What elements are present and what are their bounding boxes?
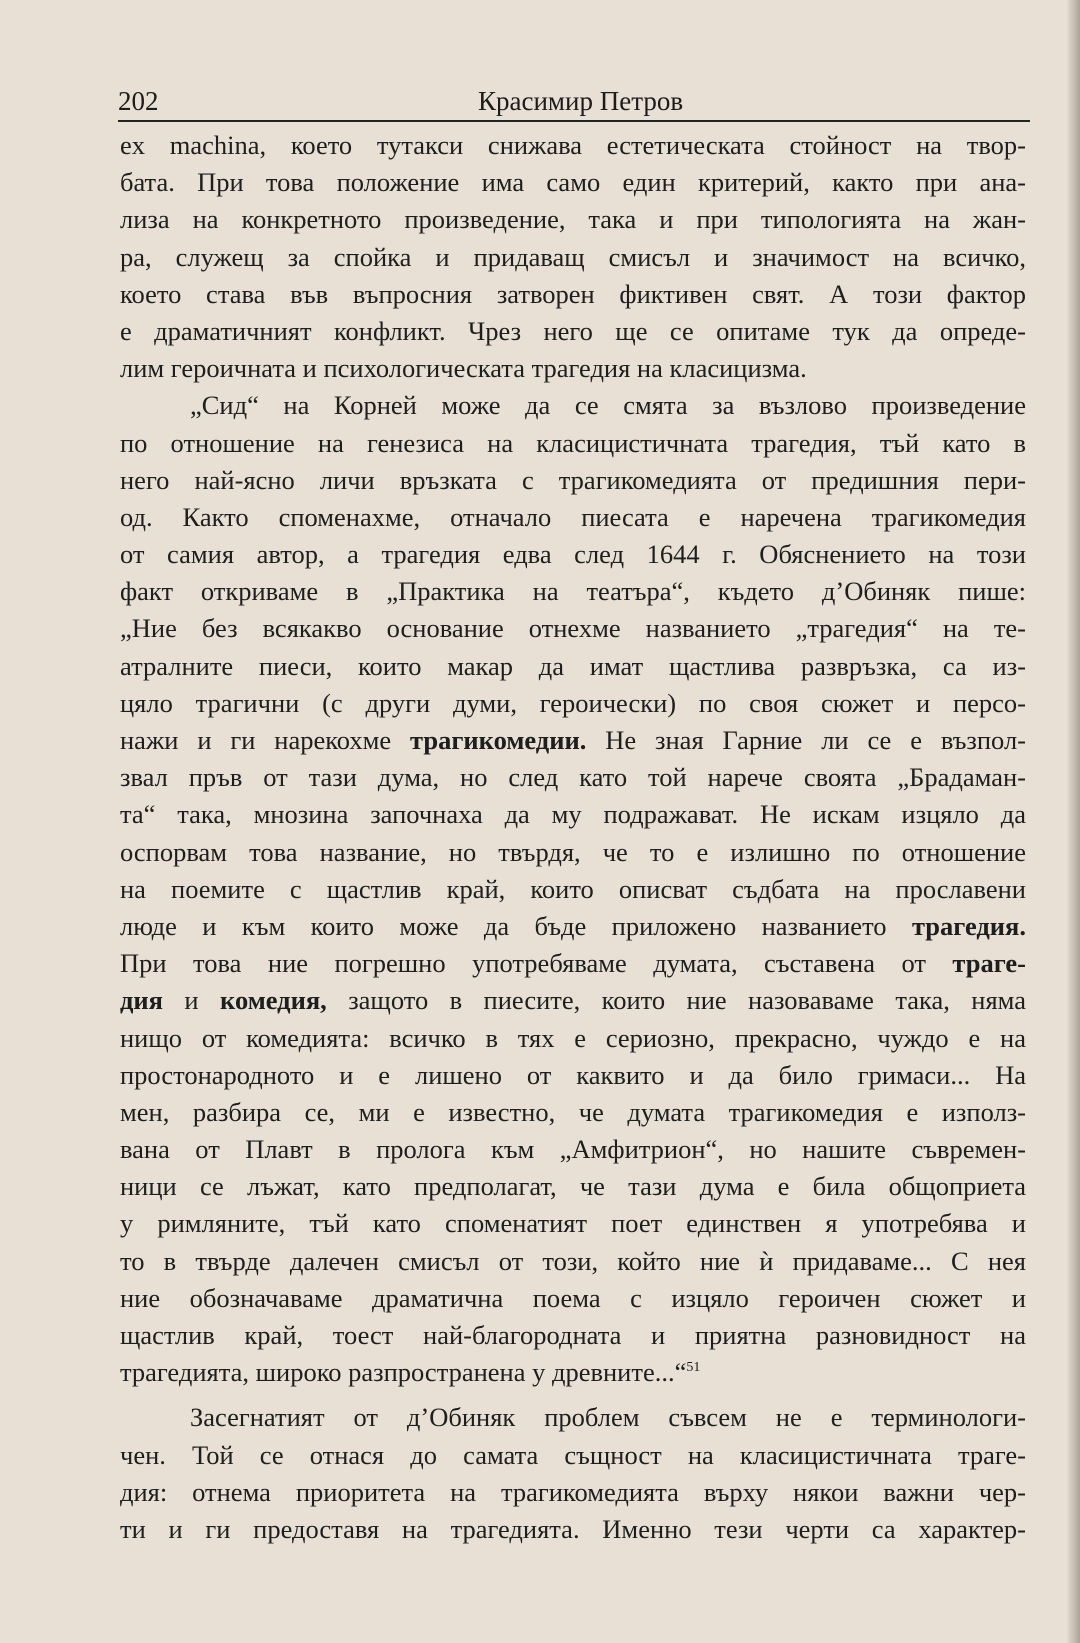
text-line: дия: отнема приоритета на трагикомедията върху някои важни чер- xyxy=(120,1476,1026,1507)
emphasis-term: комедия, xyxy=(220,985,327,1016)
text-line: простонародното и е лишено от каквито и да било гримаси... На xyxy=(120,1059,1026,1090)
text-line: нищо от комедията: всичко в тях е сериозно, прекрасно, чуждо е на xyxy=(120,1022,1026,1053)
text-line-with-footnote xyxy=(120,1354,1026,1391)
text-line: Засегнатият от д’Обиняк проблем съвсем не е терминологи- xyxy=(190,1402,1026,1433)
text-line: ра, служещ за спойка и придаващ смисъл и значимост на всичко, xyxy=(120,241,1026,272)
text-run: трагедията, широко разпространена у древните...“ xyxy=(120,1357,687,1388)
text-line: звал пръв от тази дума, но след като той нарече своята „Брадаман- xyxy=(120,762,1026,793)
text-run: При това ние погрешно употребяваме думата, съставена от xyxy=(120,948,953,979)
text-line: факт откриваме в „Практика на театъра“, където д’Обиняк пише: xyxy=(120,576,1026,607)
paragraph-3 xyxy=(120,1399,1026,1548)
text-line: него най-ясно личи връзката с трагикомедията от предишния пери- xyxy=(120,464,1026,495)
text-line: по отношение на генезиса на класицистичната трагедия, тъй като в xyxy=(120,427,1026,458)
text-run: защото в пиесите, които ние назоваваме така, няма xyxy=(326,985,1026,1016)
text-line: атралните пиеси, които макар да имат щастлива развръзка, са из- xyxy=(120,650,1026,681)
text-line: чен. Той се отнася до самата същност на класицистичната траге- xyxy=(120,1439,1026,1470)
text-line: е драматичният конфликт. Чрез него ще се опитаме тук да опреде- xyxy=(120,315,1026,346)
text-line: ние обозначаваме драматична поема с изцяло героичен сюжет и xyxy=(120,1282,1026,1313)
text-line: бата. При това положение има само един критерий, както при ана- xyxy=(120,167,1026,198)
footnote-reference: 51 xyxy=(686,1360,701,1376)
text-line: ти и ги предоставя на трагедията. Именно тези черти са характер- xyxy=(120,1513,1026,1544)
text-run: и xyxy=(163,985,221,1016)
text-line: лиза на конкретното произведение, така и при типологията на жан- xyxy=(120,204,1026,235)
text-line: „Ние без всякакво основание отнехме названието „трагедия“ на те- xyxy=(120,613,1026,644)
running-title: Красимир Петров xyxy=(478,86,684,116)
page-edge-shadow xyxy=(1066,0,1080,1643)
text-line: щастлив край, тоест най-благородната и приятна разновидност на xyxy=(120,1320,1026,1350)
paragraph-2 xyxy=(120,387,1026,1391)
text-line: ex machina, което тутакси снижава естетическата стойност на твор- xyxy=(120,130,1026,160)
text-line-with-emphasis xyxy=(120,908,1026,945)
text-line: мен, разбира се, ми е известно, че думата трагикомедия е използ- xyxy=(120,1096,1026,1127)
text-line: у римляните, тъй като споменатият поет единствен я употребява и xyxy=(120,1208,1026,1239)
page-number: 202 xyxy=(118,86,159,116)
text-run: люде и към които може да бъде приложено названието xyxy=(120,910,912,941)
paragraph-gap xyxy=(120,1391,1026,1399)
text-line: лим героичната и психологическата трагедия на класицизма. xyxy=(120,353,807,384)
text-line-with-emphasis xyxy=(120,982,1026,1019)
emphasis-term: дия xyxy=(120,985,164,1016)
text-line: на поемите с щастлив край, които описват съдбата на прославени xyxy=(120,873,1026,904)
emphasis-term: трагедия. xyxy=(911,910,1026,941)
text-run: нажи и ги нарекохме xyxy=(120,725,411,755)
text-line-with-emphasis xyxy=(120,945,1026,982)
paragraph-1 xyxy=(120,127,1026,387)
text-line: та“ така, мнозина започнаха да му подражават. Не искам изцяло да xyxy=(120,799,1026,830)
text-run: Не зная Гарние ли се е възпол- xyxy=(586,725,1026,755)
text-line: „Сид“ на Корней може да се смята за възлово произведение xyxy=(190,390,1026,421)
text-line: то в твърде далечен смисъл от този, който ние ѝ придаваме... С нея xyxy=(120,1245,1026,1276)
emphasis-term: трагикомедии. xyxy=(410,725,587,755)
text-line: оспорвам това название, но твърдя, че то е излишно по отношение xyxy=(120,836,1026,867)
text-line: ници се лъжат, като предполагат, че тази дума е била общоприета xyxy=(120,1171,1026,1202)
body-text xyxy=(120,127,1026,1548)
emphasis-term: траге- xyxy=(952,948,1026,979)
text-line: което става във въпросния затворен фиктивен свят. А този фактор xyxy=(120,278,1026,309)
text-line: от самия автор, а трагедия едва след 1644 г. Обяснението на този xyxy=(120,539,1026,570)
text-line: цяло трагични (с други думи, героически) по своя сюжет и персо- xyxy=(120,687,1026,718)
text-line: вана от Плавт в пролога към „Амфитрион“, но нашите съвремен- xyxy=(120,1134,1026,1165)
running-header xyxy=(118,86,1030,122)
text-line: од. Както споменахме, отначало пиесата е наречена трагикомедия xyxy=(120,501,1026,532)
text-line-with-emphasis xyxy=(120,722,1026,759)
